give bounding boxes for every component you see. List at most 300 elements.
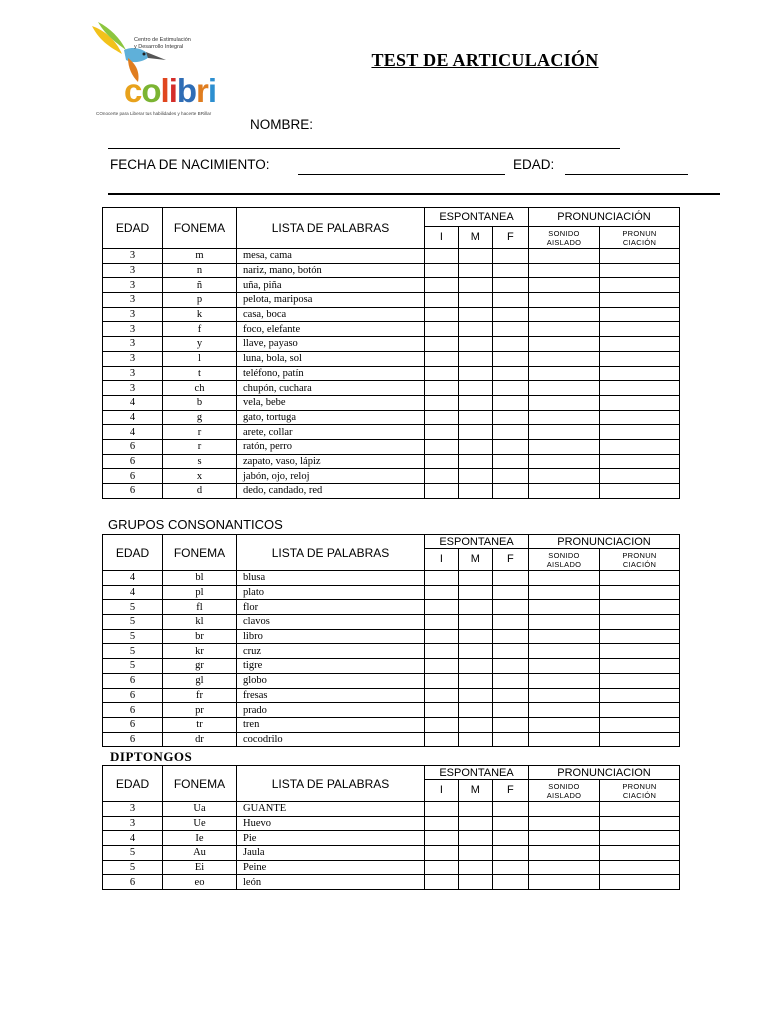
edad-cell: 3 (103, 366, 163, 381)
m-cell[interactable] (459, 732, 493, 747)
consonant-groups-table (102, 534, 680, 747)
palabras-cell: casa, boca (237, 307, 425, 322)
table-row (103, 249, 680, 264)
edad-field-line[interactable] (565, 174, 688, 175)
i-cell[interactable] (425, 381, 459, 396)
m-cell[interactable] (459, 454, 493, 469)
i-cell[interactable] (425, 703, 459, 718)
i-cell[interactable] (425, 425, 459, 440)
m-cell[interactable] (459, 278, 493, 293)
palabras-cell: Peine (237, 860, 425, 875)
palabras-cell: vela, bebe (237, 395, 425, 410)
f-cell[interactable] (493, 703, 529, 718)
palabras-cell: nariz, mano, botón (237, 263, 425, 278)
fonema-cell: kr (163, 644, 237, 659)
pronunciacion-cell[interactable] (600, 439, 680, 454)
i-cell[interactable] (425, 629, 459, 644)
f-cell[interactable] (493, 439, 529, 454)
palabras-cell: Pie (237, 831, 425, 846)
m-cell[interactable] (459, 469, 493, 484)
fonema-cell: m (163, 249, 237, 264)
header-m: M (459, 780, 493, 802)
f-cell[interactable] (493, 717, 529, 732)
header-pronunciacion: PRONUNCIACIÓN (529, 208, 680, 227)
header-espontanea: ESPONTANEA (425, 766, 529, 780)
pronunciacion-cell[interactable] (600, 846, 680, 861)
edad-label: EDAD: (513, 157, 555, 172)
pronunciacion-cell[interactable] (600, 717, 680, 732)
logo-letter: i (207, 72, 217, 109)
i-cell[interactable] (425, 644, 459, 659)
header-ciacion-line: CIACIÓN (622, 237, 657, 247)
header-lista: LISTA DE PALABRAS (237, 208, 425, 249)
table-row (103, 600, 680, 615)
i-cell[interactable] (425, 673, 459, 688)
header-pronunciacion: PRONUNCIACION (529, 535, 680, 549)
i-cell[interactable] (425, 688, 459, 703)
m-cell[interactable] (459, 439, 493, 454)
pronunciacion-cell[interactable] (600, 732, 680, 747)
sonido-aislado-cell[interactable] (529, 307, 600, 322)
fonema-cell: gl (163, 673, 237, 688)
palabras-cell: gato, tortuga (237, 410, 425, 425)
m-cell[interactable] (459, 831, 493, 846)
table-row (103, 351, 680, 366)
edad-cell: 3 (103, 816, 163, 831)
sonido-aislado-cell[interactable] (529, 263, 600, 278)
m-cell[interactable] (459, 263, 493, 278)
f-cell[interactable] (493, 659, 529, 674)
pronunciacion-cell[interactable] (600, 278, 680, 293)
edad-cell: 5 (103, 615, 163, 630)
fonema-cell: t (163, 366, 237, 381)
i-cell[interactable] (425, 278, 459, 293)
m-cell[interactable] (459, 673, 493, 688)
palabras-cell: uña, piña (237, 278, 425, 293)
sonido-aislado-cell[interactable] (529, 703, 600, 718)
fonema-cell: f (163, 322, 237, 337)
fonema-cell: pr (163, 703, 237, 718)
pronunciacion-cell[interactable] (600, 366, 680, 381)
grupos-consonanticos-heading: GRUPOS CONSONANTICOS (108, 517, 283, 532)
edad-cell: 6 (103, 439, 163, 454)
sonido-aislado-cell[interactable] (529, 688, 600, 703)
logo-wordmark (124, 74, 216, 108)
table-row (103, 816, 680, 831)
sonido-aislado-cell[interactable] (529, 717, 600, 732)
m-cell[interactable] (459, 860, 493, 875)
header-pronun-line: PRONUN (622, 550, 657, 560)
i-cell[interactable] (425, 831, 459, 846)
i-cell[interactable] (425, 600, 459, 615)
f-cell[interactable] (493, 395, 529, 410)
m-cell[interactable] (459, 249, 493, 264)
f-cell[interactable] (493, 484, 529, 499)
header-ciacion-line: CIACIÓN (622, 559, 657, 569)
i-cell[interactable] (425, 816, 459, 831)
f-cell[interactable] (493, 875, 529, 890)
sonido-aislado-cell[interactable] (529, 571, 600, 586)
sonido-aislado-cell[interactable] (529, 802, 600, 817)
fonema-cell: Au (163, 846, 237, 861)
fonema-cell: n (163, 263, 237, 278)
pronunciacion-cell[interactable] (600, 673, 680, 688)
sonido-aislado-cell[interactable] (529, 644, 600, 659)
f-cell[interactable] (493, 585, 529, 600)
m-cell[interactable] (459, 644, 493, 659)
m-cell[interactable] (459, 484, 493, 499)
sonido-aislado-cell[interactable] (529, 439, 600, 454)
palabras-cell: león (237, 875, 425, 890)
m-cell[interactable] (459, 381, 493, 396)
pronunciacion-cell[interactable] (600, 322, 680, 337)
i-cell[interactable] (425, 615, 459, 630)
fonema-cell: g (163, 410, 237, 425)
m-cell[interactable] (459, 585, 493, 600)
i-cell[interactable] (425, 307, 459, 322)
f-cell[interactable] (493, 293, 529, 308)
m-cell[interactable] (459, 337, 493, 352)
fonema-cell: p (163, 293, 237, 308)
m-cell[interactable] (459, 802, 493, 817)
sonido-aislado-cell[interactable] (529, 585, 600, 600)
fonema-cell: x (163, 469, 237, 484)
i-cell[interactable] (425, 875, 459, 890)
fonema-cell: k (163, 307, 237, 322)
f-cell[interactable] (493, 860, 529, 875)
header-sonido-line: SONIDO (548, 550, 580, 560)
palabras-cell: globo (237, 673, 425, 688)
fonema-cell: ch (163, 381, 237, 396)
f-cell[interactable] (493, 410, 529, 425)
edad-cell: 5 (103, 600, 163, 615)
pronunciacion-cell[interactable] (600, 410, 680, 425)
sonido-aislado-cell[interactable] (529, 410, 600, 425)
header-f: F (493, 227, 529, 249)
f-cell[interactable] (493, 629, 529, 644)
logo-letter: o (141, 72, 161, 109)
sonido-aislado-cell[interactable] (529, 831, 600, 846)
palabras-cell: cocodrilo (237, 732, 425, 747)
logo-letter: b (176, 72, 197, 109)
i-cell[interactable] (425, 337, 459, 352)
edad-cell: 6 (103, 673, 163, 688)
f-cell[interactable] (493, 644, 529, 659)
sonido-aislado-cell[interactable] (529, 278, 600, 293)
logo-letter: c (124, 72, 142, 109)
i-cell[interactable] (425, 484, 459, 499)
f-cell[interactable] (493, 831, 529, 846)
f-cell[interactable] (493, 263, 529, 278)
table-row (103, 263, 680, 278)
palabras-cell: zapato, vaso, lápiz (237, 454, 425, 469)
fonema-cell: dr (163, 732, 237, 747)
edad-cell: 6 (103, 717, 163, 732)
i-cell[interactable] (425, 571, 459, 586)
pronunciacion-cell[interactable] (600, 585, 680, 600)
fonema-cell: d (163, 484, 237, 499)
pronunciacion-cell[interactable] (600, 249, 680, 264)
edad-cell: 3 (103, 278, 163, 293)
fonema-cell: pl (163, 585, 237, 600)
edad-cell: 5 (103, 846, 163, 861)
pronunciacion-cell[interactable] (600, 802, 680, 817)
i-cell[interactable] (425, 659, 459, 674)
f-cell[interactable] (493, 381, 529, 396)
edad-cell: 6 (103, 484, 163, 499)
m-cell[interactable] (459, 307, 493, 322)
fonema-cell: fr (163, 688, 237, 703)
sonido-aislado-cell[interactable] (529, 469, 600, 484)
m-cell[interactable] (459, 425, 493, 440)
m-cell[interactable] (459, 717, 493, 732)
header-fonema: FONEMA (163, 766, 237, 802)
edad-cell: 6 (103, 688, 163, 703)
edad-cell: 5 (103, 644, 163, 659)
edad-cell: 3 (103, 249, 163, 264)
fonema-cell: kl (163, 615, 237, 630)
pronunciacion-cell[interactable] (600, 381, 680, 396)
header-pronun-line: PRONUN (622, 228, 657, 238)
table-row (103, 410, 680, 425)
f-cell[interactable] (493, 673, 529, 688)
m-cell[interactable] (459, 629, 493, 644)
header-aislado-line: AISLADO (546, 790, 582, 800)
table-row (103, 454, 680, 469)
i-cell[interactable] (425, 454, 459, 469)
sonido-aislado-cell[interactable] (529, 425, 600, 440)
m-cell[interactable] (459, 703, 493, 718)
m-cell[interactable] (459, 846, 493, 861)
f-cell[interactable] (493, 802, 529, 817)
sonido-aislado-cell[interactable] (529, 484, 600, 499)
pronunciacion-cell[interactable] (600, 484, 680, 499)
m-cell[interactable] (459, 600, 493, 615)
header-edad: EDAD (103, 766, 163, 802)
pronunciacion-cell[interactable] (600, 337, 680, 352)
header-espontanea: ESPONTANEA (425, 208, 529, 227)
m-cell[interactable] (459, 659, 493, 674)
pronunciacion-cell[interactable] (600, 351, 680, 366)
header-espontanea: ESPONTANEA (425, 535, 529, 549)
i-cell[interactable] (425, 322, 459, 337)
pronunciacion-cell[interactable] (600, 644, 680, 659)
m-cell[interactable] (459, 615, 493, 630)
i-cell[interactable] (425, 469, 459, 484)
fonema-cell: y (163, 337, 237, 352)
pronunciacion-cell[interactable] (600, 600, 680, 615)
edad-cell: 4 (103, 571, 163, 586)
m-cell[interactable] (459, 688, 493, 703)
f-cell[interactable] (493, 322, 529, 337)
f-cell[interactable] (493, 615, 529, 630)
diphthongs-table (102, 765, 680, 890)
table-row (103, 337, 680, 352)
i-cell[interactable] (425, 366, 459, 381)
f-cell[interactable] (493, 337, 529, 352)
i-cell[interactable] (425, 410, 459, 425)
f-cell[interactable] (493, 366, 529, 381)
sonido-aislado-cell[interactable] (529, 846, 600, 861)
i-cell[interactable] (425, 717, 459, 732)
i-cell[interactable] (425, 263, 459, 278)
pronunciacion-cell[interactable] (600, 703, 680, 718)
palabras-cell: tigre (237, 659, 425, 674)
table-row (103, 293, 680, 308)
table-row (103, 615, 680, 630)
i-cell[interactable] (425, 860, 459, 875)
edad-cell: 6 (103, 703, 163, 718)
i-cell[interactable] (425, 293, 459, 308)
palabras-cell: foco, elefante (237, 322, 425, 337)
table-row (103, 875, 680, 890)
pronunciacion-cell[interactable] (600, 831, 680, 846)
f-cell[interactable] (493, 425, 529, 440)
fecha-nacimiento-label: FECHA DE NACIMIENTO: (110, 157, 270, 172)
table-row (103, 585, 680, 600)
pronunciacion-cell[interactable] (600, 307, 680, 322)
i-cell[interactable] (425, 802, 459, 817)
header-m: M (459, 549, 493, 571)
sonido-aislado-cell[interactable] (529, 875, 600, 890)
table-row (103, 659, 680, 674)
pronunciacion-cell[interactable] (600, 816, 680, 831)
header-i: I (425, 227, 459, 249)
f-cell[interactable] (493, 732, 529, 747)
header-f: F (493, 549, 529, 571)
pronunciacion-cell[interactable] (600, 571, 680, 586)
pronunciacion-cell[interactable] (600, 688, 680, 703)
header-i: I (425, 780, 459, 802)
f-cell[interactable] (493, 688, 529, 703)
edad-cell: 4 (103, 410, 163, 425)
edad-cell: 3 (103, 293, 163, 308)
m-cell[interactable] (459, 351, 493, 366)
f-cell[interactable] (493, 307, 529, 322)
palabras-cell: plato (237, 585, 425, 600)
table-row (103, 366, 680, 381)
i-cell[interactable] (425, 846, 459, 861)
f-cell[interactable] (493, 469, 529, 484)
i-cell[interactable] (425, 395, 459, 410)
sonido-aislado-cell[interactable] (529, 629, 600, 644)
pronunciacion-cell[interactable] (600, 425, 680, 440)
fonema-cell: gr (163, 659, 237, 674)
pronunciacion-cell[interactable] (600, 263, 680, 278)
m-cell[interactable] (459, 366, 493, 381)
edad-cell: 5 (103, 860, 163, 875)
table-row (103, 846, 680, 861)
fonema-cell: b (163, 395, 237, 410)
i-cell[interactable] (425, 732, 459, 747)
fonema-cell: Ua (163, 802, 237, 817)
sonido-aislado-cell[interactable] (529, 337, 600, 352)
sonido-aislado-cell[interactable] (529, 816, 600, 831)
sonido-aislado-cell[interactable] (529, 659, 600, 674)
i-cell[interactable] (425, 439, 459, 454)
nombre-label: NOMBRE: (250, 117, 314, 132)
palabras-cell: chupón, cuchara (237, 381, 425, 396)
sonido-aislado-cell[interactable] (529, 322, 600, 337)
pronunciacion-cell[interactable] (600, 293, 680, 308)
f-cell[interactable] (493, 454, 529, 469)
fecha-nacimiento-field-line[interactable] (298, 174, 505, 175)
sonido-aislado-cell[interactable] (529, 249, 600, 264)
m-cell[interactable] (459, 875, 493, 890)
f-cell[interactable] (493, 278, 529, 293)
pronunciacion-cell[interactable] (600, 395, 680, 410)
i-cell[interactable] (425, 351, 459, 366)
i-cell[interactable] (425, 249, 459, 264)
articulation-table (102, 207, 680, 499)
sonido-aislado-cell[interactable] (529, 615, 600, 630)
i-cell[interactable] (425, 585, 459, 600)
sonido-aislado-cell[interactable] (529, 673, 600, 688)
f-cell[interactable] (493, 351, 529, 366)
sonido-aislado-cell[interactable] (529, 366, 600, 381)
pronunciacion-cell[interactable] (600, 454, 680, 469)
sonido-aislado-cell[interactable] (529, 454, 600, 469)
m-cell[interactable] (459, 410, 493, 425)
table-row (103, 717, 680, 732)
pronunciacion-cell[interactable] (600, 469, 680, 484)
sonido-aislado-cell[interactable] (529, 732, 600, 747)
pronunciacion-cell[interactable] (600, 659, 680, 674)
pronunciacion-cell[interactable] (600, 615, 680, 630)
f-cell[interactable] (493, 249, 529, 264)
palabras-cell: arete, collar (237, 425, 425, 440)
sonido-aislado-cell[interactable] (529, 293, 600, 308)
header-sonido-aislado (529, 780, 600, 802)
sonido-aislado-cell[interactable] (529, 600, 600, 615)
pronunciacion-cell[interactable] (600, 629, 680, 644)
palabras-cell: cruz (237, 644, 425, 659)
f-cell[interactable] (493, 816, 529, 831)
pronunciacion-cell[interactable] (600, 875, 680, 890)
header-sonido-aislado (529, 549, 600, 571)
m-cell[interactable] (459, 571, 493, 586)
fonema-cell: Ei (163, 860, 237, 875)
edad-cell: 3 (103, 351, 163, 366)
sonido-aislado-cell[interactable] (529, 395, 600, 410)
edad-cell: 3 (103, 263, 163, 278)
palabras-cell: blusa (237, 571, 425, 586)
m-cell[interactable] (459, 322, 493, 337)
f-cell[interactable] (493, 571, 529, 586)
table-row (103, 307, 680, 322)
f-cell[interactable] (493, 846, 529, 861)
m-cell[interactable] (459, 395, 493, 410)
m-cell[interactable] (459, 816, 493, 831)
fonema-cell: eo (163, 875, 237, 890)
sonido-aislado-cell[interactable] (529, 351, 600, 366)
table-row (103, 802, 680, 817)
sonido-aislado-cell[interactable] (529, 381, 600, 396)
f-cell[interactable] (493, 600, 529, 615)
logo-tagline: COnocerte para Liberar tus habilidades y hacerte BRillar (96, 111, 212, 116)
palabras-cell: luna, bola, sol (237, 351, 425, 366)
pronunciacion-cell[interactable] (600, 860, 680, 875)
fonema-cell: fl (163, 600, 237, 615)
table-row (103, 831, 680, 846)
header-pronunciacion-sub (600, 549, 680, 571)
m-cell[interactable] (459, 293, 493, 308)
colibri-logo (88, 20, 238, 122)
sonido-aislado-cell[interactable] (529, 860, 600, 875)
nombre-field-line[interactable] (108, 148, 620, 149)
header-edad: EDAD (103, 208, 163, 249)
edad-cell: 3 (103, 802, 163, 817)
